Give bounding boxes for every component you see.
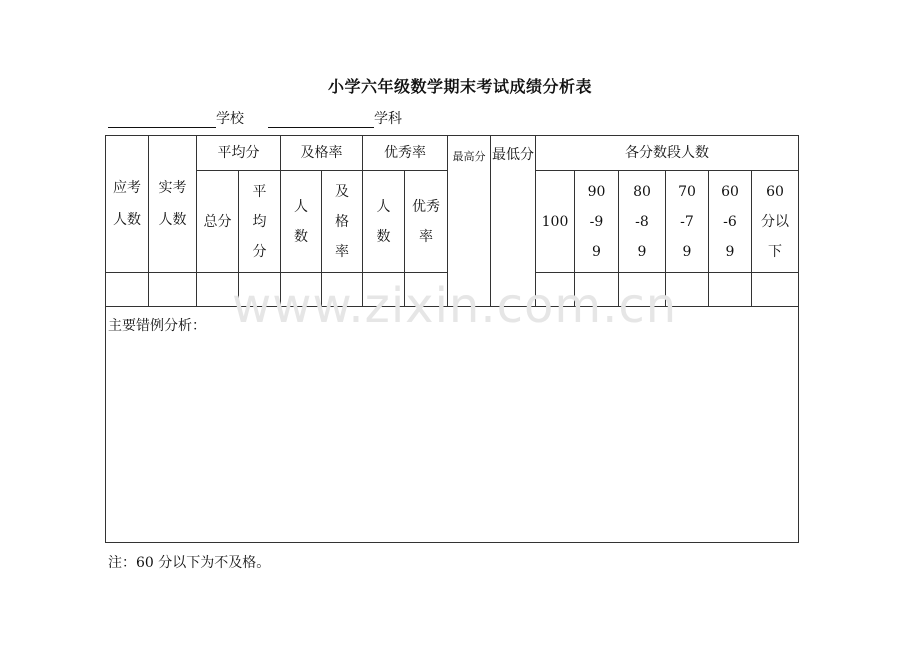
value-cell-band-80[interactable] [619, 273, 666, 307]
school-blank[interactable] [108, 111, 216, 128]
subject-label: 学科 [374, 111, 402, 127]
watermark: www.zixin.com.cn [232, 278, 678, 334]
header-youxiulv: 优秀率 [363, 136, 448, 171]
error-analysis-label: 主要错例分析： [108, 318, 206, 334]
band-80-89: 80-89 [619, 171, 666, 273]
band-below-60: 60 分以下 [752, 171, 799, 273]
header-zuigaofen: 最高分 [448, 136, 491, 307]
value-cell-zongfen[interactable] [197, 273, 239, 307]
footnote: 注：60 分以下为不及格。 [108, 555, 271, 571]
value-cell-jige-renshu[interactable] [281, 273, 322, 307]
sub-zongfen: 总分 [197, 171, 239, 273]
band-100: 100 [536, 171, 575, 273]
value-cell-youxiulv[interactable] [405, 273, 448, 307]
sub-youxiu-renshu: 人数 [363, 171, 405, 273]
sub-youxiulv: 优秀率 [405, 171, 448, 273]
header-shikao-renshu: 实考人数 [149, 136, 197, 273]
sub-pingjunfen: 平均分 [239, 171, 281, 273]
value-cell-band-90[interactable] [575, 273, 619, 307]
value-cell-band-70[interactable] [666, 273, 709, 307]
value-cell-band-100[interactable] [536, 273, 575, 307]
header-pingjunfen: 平均分 [197, 136, 281, 171]
school-subject-line [108, 108, 402, 128]
band-60-69: 60-69 [709, 171, 752, 273]
band-90-99: 90-99 [575, 171, 619, 273]
header-gefenshuduan-renshu: 各分数段人数 [536, 136, 799, 171]
band-70-79: 70-79 [666, 171, 709, 273]
value-cell-yingkao[interactable] [106, 273, 149, 307]
sub-jige-renshu: 人数 [281, 171, 322, 273]
value-cell-pingjunfen[interactable] [239, 273, 281, 307]
school-label: 学校 [216, 111, 244, 127]
error-analysis-area[interactable] [106, 307, 799, 543]
header-zuidifen: 最低分 [491, 136, 536, 307]
value-cell-youxiu-renshu[interactable] [363, 273, 405, 307]
value-cell-band-below-60[interactable] [752, 273, 799, 307]
value-cell-jigelv[interactable] [322, 273, 363, 307]
header-jigelv: 及格率 [281, 136, 363, 171]
document-title: 小学六年级数学期末考试成绩分析表 [327, 77, 592, 96]
sub-jigelv: 及格率 [322, 171, 363, 273]
score-analysis-table [105, 135, 799, 543]
subject-blank[interactable] [268, 111, 374, 128]
value-cell-shikao[interactable] [149, 273, 197, 307]
header-yingkao-renshu: 应考人数 [106, 136, 149, 273]
value-cell-band-60[interactable] [709, 273, 752, 307]
